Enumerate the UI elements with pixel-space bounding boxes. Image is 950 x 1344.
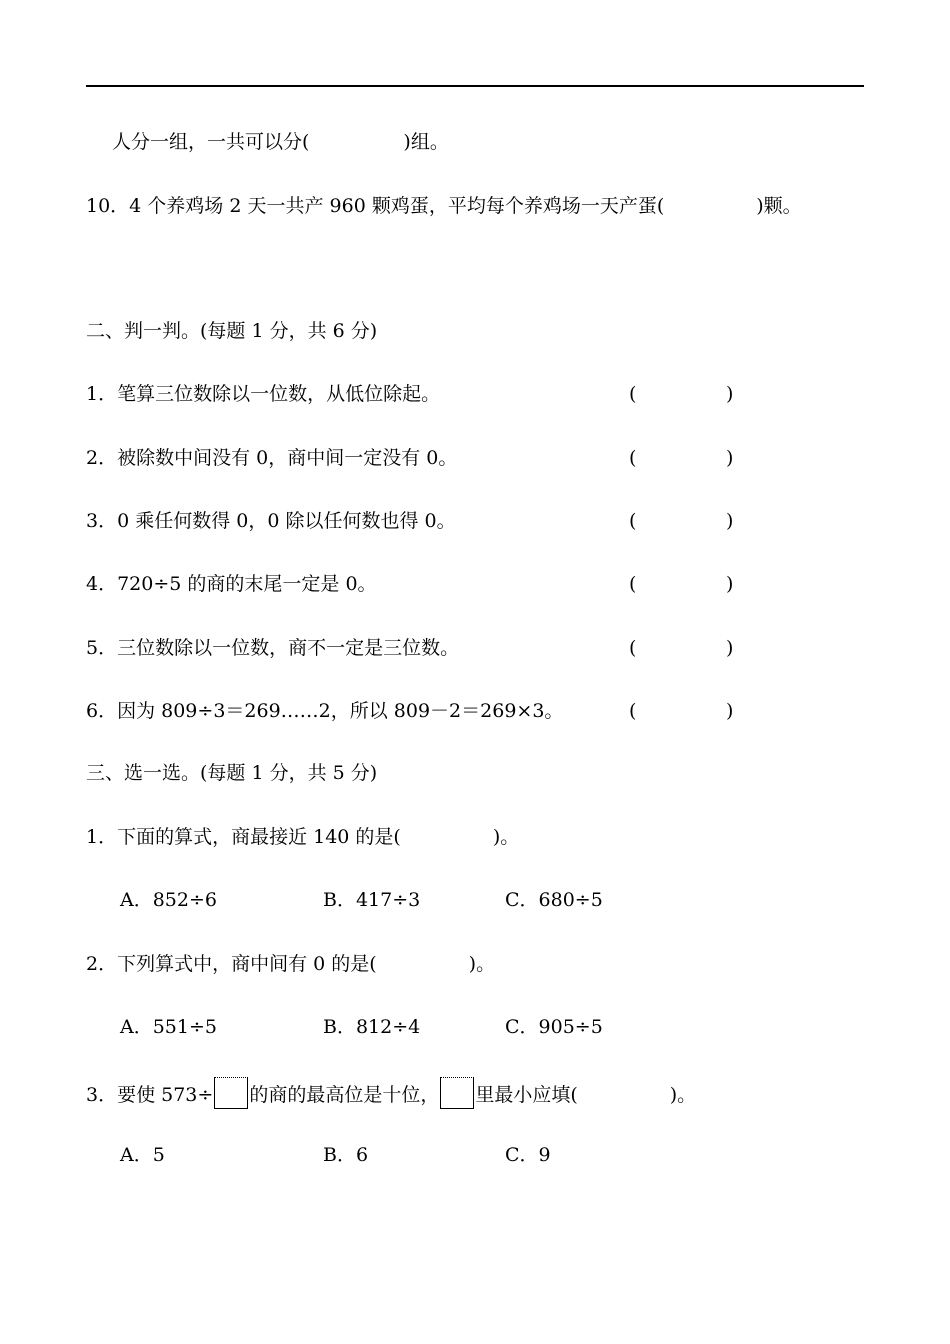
option-b[interactable]: B．417÷3 — [323, 889, 421, 911]
option-b[interactable]: B．812÷4 — [323, 1016, 421, 1038]
empty-box-blank[interactable] — [440, 1077, 474, 1109]
choice-question-3-text-1: 3．要使 573÷ — [86, 1084, 214, 1106]
judge-item-4: 4．720÷5 的商的末尾一定是 0。 — [86, 573, 377, 595]
choice-question-2 — [86, 951, 495, 977]
judge-item-6: 6．因为 809÷3＝269……2，所以 809－2＝269×3。 — [86, 700, 564, 722]
judge-answer-close-paren: ) — [726, 510, 734, 532]
judge-item-5: 5．三位数除以一位数，商不一定是三位数。 — [86, 637, 460, 659]
judge-answer-open-paren[interactable]: ( — [629, 700, 637, 722]
choice-question-2-text: 2．下列算式中，商中间有 0 的是( — [86, 953, 377, 975]
judge-item-1: 1．笔算三位数除以一位数，从低位除起。 — [86, 383, 441, 405]
section-3-title: 三、选一选。(每题 1 分，共 5 分) — [86, 762, 378, 784]
judge-answer-close-paren: ) — [726, 637, 734, 659]
judge-answer-open-paren[interactable]: ( — [629, 383, 637, 405]
question-10 — [86, 193, 802, 219]
option-c[interactable]: C．905÷5 — [505, 1016, 603, 1038]
choice-question-1-suffix: )。 — [492, 826, 520, 848]
choice-question-2-suffix: )。 — [468, 953, 496, 975]
judge-item-2: 2．被除数中间没有 0，商中间一定没有 0。 — [86, 447, 458, 469]
judge-answer-open-paren[interactable]: ( — [629, 573, 637, 595]
empty-box-blank[interactable] — [214, 1077, 248, 1109]
choice-question-3 — [86, 1077, 696, 1109]
question-9-text: 人分一组，一共可以分( — [112, 131, 310, 153]
choice-question-3-text-3: 里最小应填( — [475, 1084, 578, 1106]
judge-answer-close-paren: ) — [726, 383, 734, 405]
option-b[interactable]: B．6 — [323, 1144, 369, 1166]
judge-answer-open-paren[interactable]: ( — [629, 447, 637, 469]
question-9-continuation — [112, 129, 449, 155]
question-10-text: 10．4 个养鸡场 2 天一共产 960 颗鸡蛋，平均每个养鸡场一天产蛋( — [86, 195, 665, 217]
option-a[interactable]: A．5 — [120, 1144, 165, 1166]
judge-item-3: 3．0 乘任何数得 0，0 除以任何数也得 0。 — [86, 510, 456, 532]
option-c[interactable]: C．680÷5 — [505, 889, 603, 911]
judge-answer-close-paren: ) — [726, 447, 734, 469]
choice-question-3-suffix: )。 — [669, 1084, 697, 1106]
option-a[interactable]: A．852÷6 — [120, 889, 217, 911]
judge-answer-open-paren[interactable]: ( — [629, 510, 637, 532]
section-2-title: 二、判一判。(每题 1 分，共 6 分) — [86, 320, 378, 342]
header-rule — [86, 85, 864, 87]
question-10-suffix: )颗。 — [756, 195, 802, 217]
choice-question-1 — [86, 824, 519, 850]
judge-answer-close-paren: ) — [726, 700, 734, 722]
choice-question-1-text: 1．下面的算式，商最接近 140 的是( — [86, 826, 401, 848]
option-a[interactable]: A．551÷5 — [120, 1016, 217, 1038]
judge-answer-open-paren[interactable]: ( — [629, 637, 637, 659]
judge-answer-close-paren: ) — [726, 573, 734, 595]
choice-question-3-text-2: 的商的最高位是十位， — [249, 1084, 440, 1106]
option-c[interactable]: C．9 — [505, 1144, 551, 1166]
question-9-suffix: )组。 — [403, 131, 449, 153]
